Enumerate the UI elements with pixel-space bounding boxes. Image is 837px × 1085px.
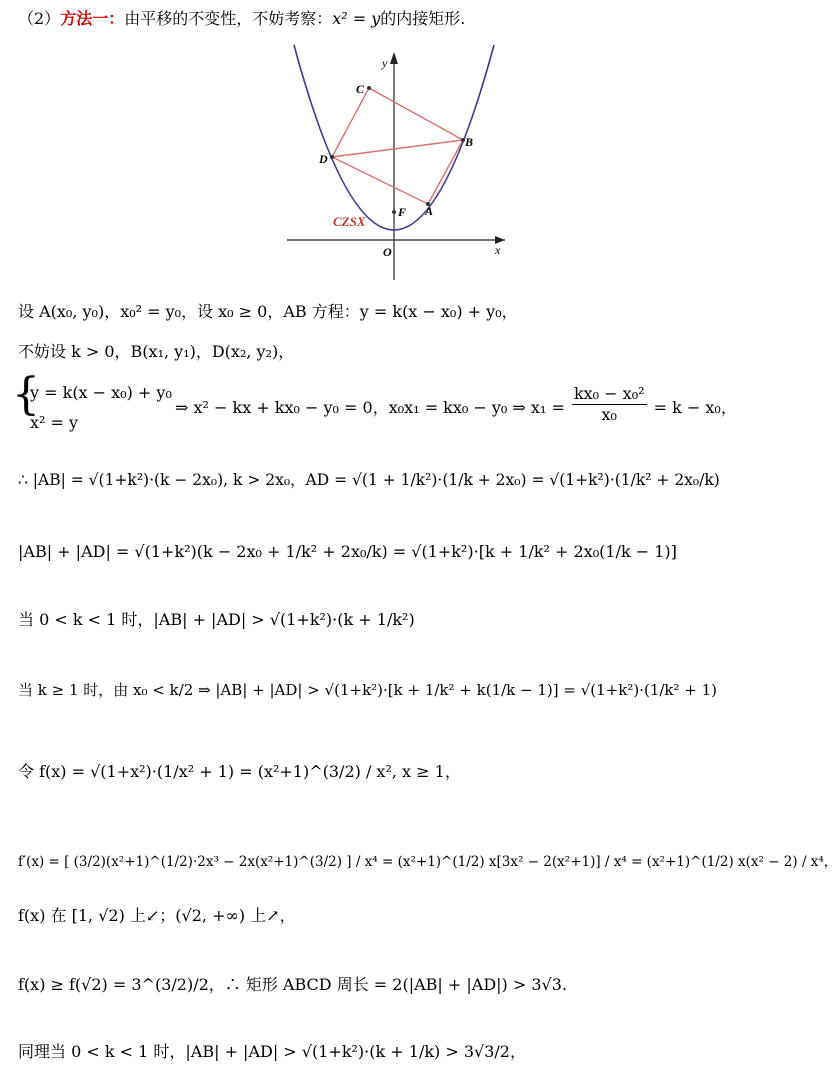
line-6: 当 0 < k < 1 时，|AB| + |AD| > √(1+k²)·(k + 1/k²) — [18, 610, 415, 629]
point-c — [367, 86, 371, 90]
label-y: y — [382, 56, 388, 70]
label-x: x — [495, 243, 501, 257]
label-d: D — [319, 152, 328, 166]
label-b: B — [465, 135, 474, 149]
system-eq-b: x² = y — [30, 413, 79, 432]
line-12: 同理当 0 < k < 1 时，|AB| + |AD| > √(1+k²)·(k + 1/k) > 3√3/2， — [18, 1042, 526, 1061]
header-text: 由平移的不变性，不妨考察： — [124, 9, 333, 28]
header-line — [18, 9, 465, 29]
line-7: 当 k ≥ 1 时，由 x₀ < k/2 ⇒ |AB| + |AD| > √(1+k²)·[k + 1/k² + k(1/k − 1)] = √(1+k²)·(1/k² + 1) — [18, 681, 718, 699]
line-2: 不妨设 k > 0，B(x₁, y₁)，D(x₂, y₂)， — [18, 342, 295, 361]
line-3-frac-num: kx₀ − x₀² — [573, 384, 645, 403]
watermark-czsx: CZSX — [333, 214, 366, 229]
part-label: （2） — [18, 9, 61, 28]
line-3-main: ⇒ x² − kx + kx₀ − y₀ = 0，x₀x₁ = kx₀ − y₀ ⇒ x₁ = — [175, 398, 565, 417]
system-brace: { — [12, 369, 40, 420]
line-3 — [175, 384, 737, 425]
line-1: 设 A(x₀, y₀)，x₀² = y₀，设 x₀ ≥ 0，AB 方程：y = k(x − x₀) + y₀， — [18, 302, 518, 321]
label-c: C — [356, 82, 365, 96]
label-f: F — [398, 205, 407, 219]
label-a: A — [425, 204, 434, 218]
method-label: 方法一： — [60, 9, 125, 28]
line-4: ∴ |AB| = √(1+k²)·(k − 2x₀), k > 2x₀，AD = √(1 + 1/k²)·(1/k + 2x₀) = √(1+k²)·(1/k² + 2x₀/k) — [18, 471, 720, 489]
line-9: f′(x) = [ (3/2)(x²+1)^(1/2)·2x³ − 2x(x²+1)^(3/2) ] / x⁴ = (x²+1)^(1/2) x[3x² − 2(x²+1)] / x⁴ = (x²+1)^(1/2) x(x² − 2) / x⁴， — [18, 854, 837, 870]
header-tail: 的内接矩形. — [380, 9, 466, 28]
line-5: |AB| + |AD| = √(1+k²)(k − 2x₀ + 1/k² + 2x₀/k) = √(1+k²)·[k + 1/k² + 2x₀(1/k − 1)] — [18, 542, 677, 561]
line-10: f(x) 在 [1, √2) 上↙；(√2, +∞) 上↗， — [18, 906, 296, 925]
line-3-fraction — [572, 384, 647, 425]
point-f — [392, 210, 396, 214]
diagonal-db — [332, 140, 463, 157]
line-11: f(x) ≥ f(√2) = 3^(3/2)/2，∴ 矩形 ABCD 周长 = 2(|AB| + |AD|) > 3√3. — [18, 975, 567, 994]
rectangle-abcd — [332, 88, 463, 204]
line-3-frac-den: x₀ — [601, 405, 617, 424]
parabola-figure — [0, 40, 733, 330]
point-d — [330, 155, 334, 159]
label-o: O — [383, 245, 392, 259]
system-eq-a: y = k(x − x₀) + y₀ — [30, 383, 172, 402]
line-3-tail: = k − x₀， — [653, 398, 737, 417]
header-equation: x² = y — [332, 9, 381, 28]
line-8: 令 f(x) = √(1+x²)·(1/x² + 1) = (x²+1)^(3/2) / x², x ≥ 1， — [18, 762, 461, 781]
y-axis-arrow — [390, 52, 398, 64]
